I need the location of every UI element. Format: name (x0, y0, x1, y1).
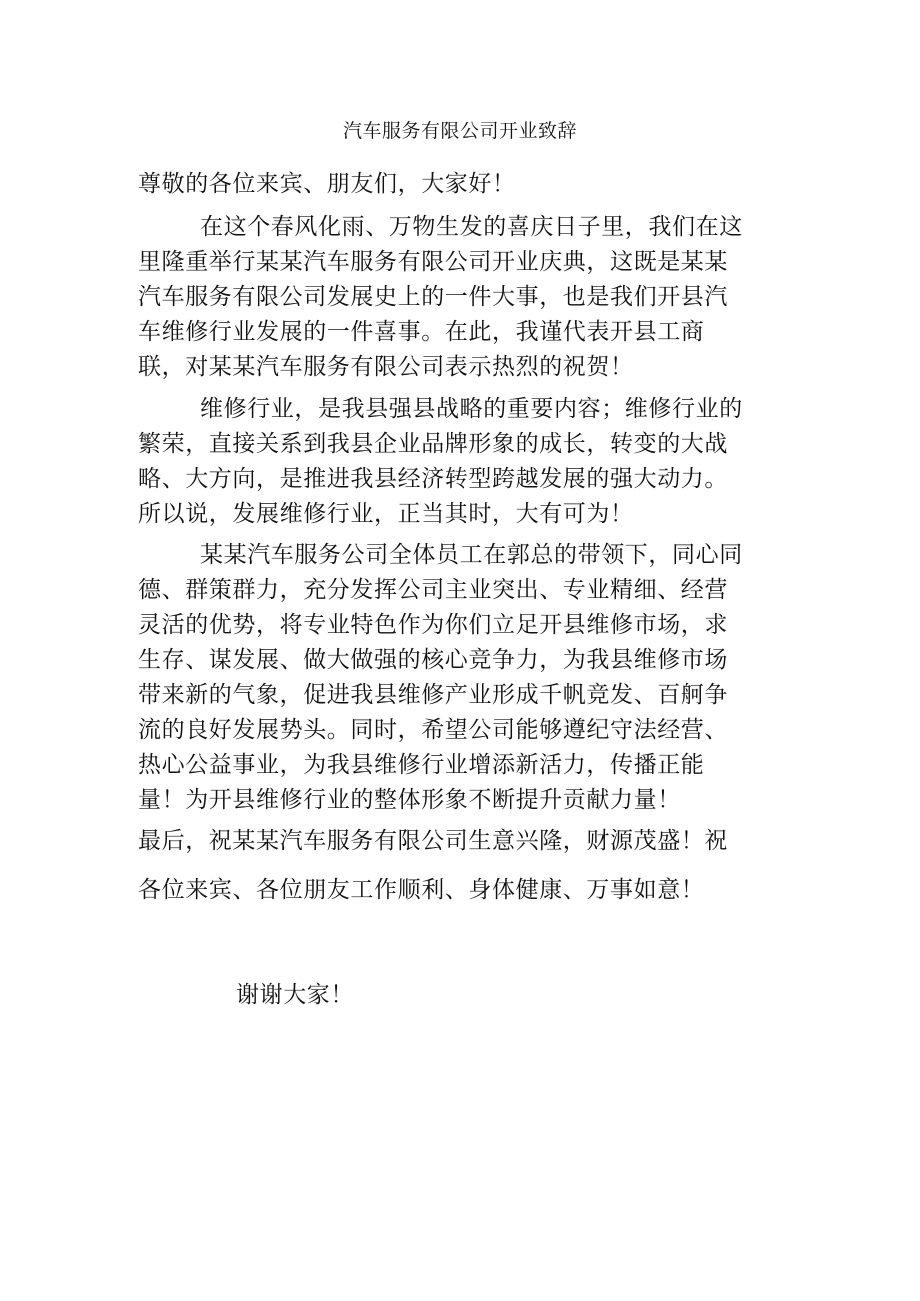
paragraph-3-line-2: 德、群策群力，充分发挥公司主业突出、专业精细、经营 (138, 577, 728, 603)
paragraph-3-line-4: 生存、谋发展、做大做强的核心竞争力，为我县维修市场 (138, 647, 728, 673)
paragraph-2-line-1: 维修行业，是我县强县战略的重要内容；维修行业的 (200, 396, 743, 422)
paragraph-1-line-2: 里隆重举行某某汽车服务有限公司开业庆典，这既是某某 (138, 249, 728, 275)
greeting-line: 尊敬的各位来宾、朋友们，大家好！ (138, 171, 516, 197)
document-title: 汽车服务有限公司开业致辞 (342, 120, 577, 142)
paragraph-3-line-3: 灵活的优势，将专业特色作为你们立足开县维修市场，求 (138, 612, 728, 638)
paragraph-1-line-5: 联，对某某汽车服务有限公司表示热烈的祝贺！ (138, 354, 634, 380)
paragraph-3-line-5: 带来新的气象，促进我县维修产业形成千帆竞发、百舸争 (138, 682, 728, 708)
paragraph-2-line-4: 所以说，发展维修行业，正当其时，大有可为！ (138, 501, 634, 527)
thanks-line: 谢谢大家！ (236, 982, 354, 1008)
paragraph-2-line-3: 略、大方向，是推进我县经济转型跨越发展的强大动力。 (138, 466, 728, 492)
closing-line-2: 各位来宾、各位朋友工作顺利、身体健康、万事如意！ (138, 877, 705, 903)
paragraph-3-line-8: 量！为开县维修行业的整体形象不断提升贡献力量！ (138, 787, 681, 813)
paragraph-1-line-3: 汽车服务有限公司发展史上的一件大事，也是我们开县汽 (138, 284, 728, 310)
paragraph-3-line-6: 流的良好发展势头。同时，希望公司能够遵纪守法经营、 (138, 717, 728, 743)
paragraph-1-line-1: 在这个春风化雨、万物生发的喜庆日子里，我们在这 (200, 214, 743, 240)
paragraph-3-line-7: 热心公益事业，为我县维修行业增添新活力，传播正能 (138, 752, 705, 778)
paragraph-2-line-2: 繁荣，直接关系到我县企业品牌形象的成长，转变的大战 (138, 431, 728, 457)
paragraph-1-line-4: 车维修行业发展的一件喜事。在此，我谨代表开县工商 (138, 319, 705, 345)
closing-line-1: 最后，祝某某汽车服务有限公司生意兴隆，财源茂盛！祝 (138, 828, 728, 854)
paragraph-3-line-1: 某某汽车服务公司全体员工在郭总的带领下，同心同 (200, 542, 743, 568)
